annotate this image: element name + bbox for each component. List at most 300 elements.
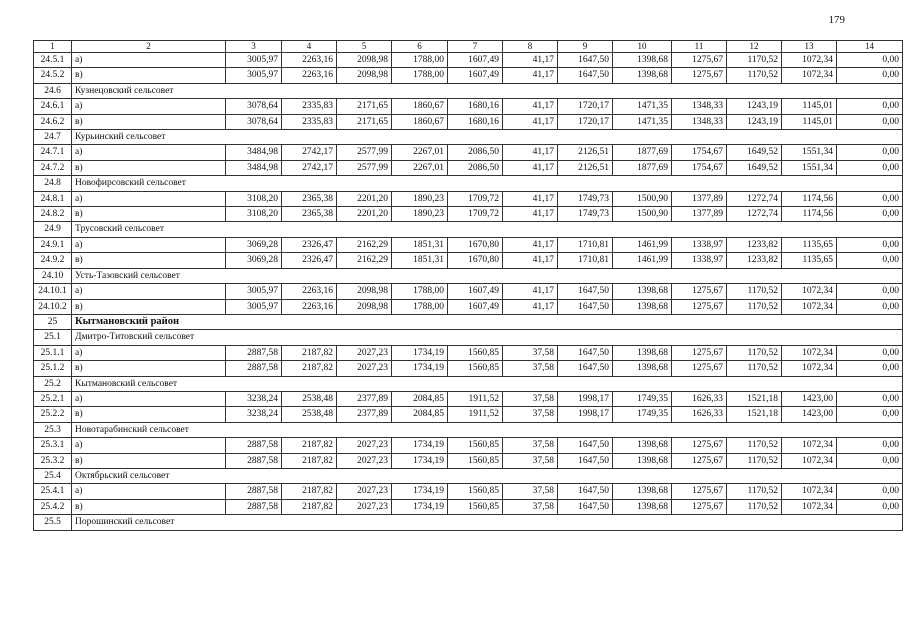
value-cell: 2538,48 xyxy=(282,391,337,406)
value-cell: 1607,49 xyxy=(448,284,503,299)
value-cell: 1734,19 xyxy=(392,499,448,514)
row-code: 25.2.2 xyxy=(34,407,72,422)
value-cell: 2326,47 xyxy=(282,237,337,252)
value-cell: 2377,89 xyxy=(337,391,392,406)
value-cell: 1072,34 xyxy=(782,68,837,83)
row-code: 24.7 xyxy=(34,130,72,145)
value-cell: 1174,56 xyxy=(782,191,837,206)
value-cell: 1788,00 xyxy=(392,53,448,68)
value-cell: 41,17 xyxy=(503,53,558,68)
value-cell: 2377,89 xyxy=(337,407,392,422)
value-cell: 2365,38 xyxy=(282,207,337,222)
section-name: Кузнецовский сельсовет xyxy=(72,83,903,98)
row-letter: в) xyxy=(72,299,226,314)
value-cell: 1734,19 xyxy=(392,345,448,360)
value-cell: 0,00 xyxy=(837,345,903,360)
value-cell: 1670,80 xyxy=(448,253,503,268)
value-cell: 1788,00 xyxy=(392,68,448,83)
value-cell: 2086,50 xyxy=(448,145,503,160)
value-cell: 1272,74 xyxy=(727,191,782,206)
row-letter: в) xyxy=(72,160,226,175)
table-row xyxy=(34,99,903,114)
value-cell: 3005,97 xyxy=(226,299,282,314)
value-cell: 2201,20 xyxy=(337,207,392,222)
value-cell: 1135,65 xyxy=(782,237,837,252)
value-cell: 1890,23 xyxy=(392,191,448,206)
value-cell: 1275,67 xyxy=(672,345,727,360)
value-cell: 1072,34 xyxy=(782,345,837,360)
table-row xyxy=(34,391,903,406)
value-cell: 2887,58 xyxy=(226,345,282,360)
value-cell: 2098,98 xyxy=(337,299,392,314)
page-number: 179 xyxy=(828,14,845,26)
column-header: 8 xyxy=(503,41,558,53)
value-cell: 1680,16 xyxy=(448,99,503,114)
value-cell: 2126,51 xyxy=(558,145,613,160)
section-name: Трусовский сельсовет xyxy=(72,222,903,237)
column-header: 12 xyxy=(727,41,782,53)
value-cell: 1607,49 xyxy=(448,68,503,83)
value-cell: 2187,82 xyxy=(282,438,337,453)
value-cell: 1072,34 xyxy=(782,438,837,453)
value-cell: 2538,48 xyxy=(282,407,337,422)
value-cell: 1647,50 xyxy=(558,284,613,299)
row-code: 24.6.2 xyxy=(34,114,72,129)
value-cell: 1647,50 xyxy=(558,361,613,376)
row-code: 25.3.2 xyxy=(34,453,72,468)
value-cell: 1754,67 xyxy=(672,160,727,175)
value-cell: 1471,35 xyxy=(613,114,672,129)
value-cell: 1423,00 xyxy=(782,407,837,422)
value-cell: 0,00 xyxy=(837,237,903,252)
value-cell: 37,58 xyxy=(503,407,558,422)
value-cell: 1720,17 xyxy=(558,114,613,129)
value-cell: 1710,81 xyxy=(558,237,613,252)
value-cell: 1649,52 xyxy=(727,145,782,160)
value-cell: 1170,52 xyxy=(727,438,782,453)
value-cell: 0,00 xyxy=(837,191,903,206)
value-cell: 3108,20 xyxy=(226,207,282,222)
row-code: 24.6 xyxy=(34,83,72,98)
section-name: Дмитро-Титовский сельсовет xyxy=(72,330,903,345)
value-cell: 41,17 xyxy=(503,145,558,160)
table-row xyxy=(34,237,903,252)
table-row xyxy=(34,284,903,299)
value-cell: 1072,34 xyxy=(782,453,837,468)
row-letter: а) xyxy=(72,345,226,360)
value-cell: 2084,85 xyxy=(392,407,448,422)
section-name: Курьинский сельсовет xyxy=(72,130,903,145)
row-code: 25.1 xyxy=(34,330,72,345)
value-cell: 1560,85 xyxy=(448,438,503,453)
table-row xyxy=(34,484,903,499)
value-cell: 3484,98 xyxy=(226,145,282,160)
row-code: 24.5.2 xyxy=(34,68,72,83)
row-code: 25.4.1 xyxy=(34,484,72,499)
value-cell: 1170,52 xyxy=(727,361,782,376)
value-cell: 1749,73 xyxy=(558,191,613,206)
row-code: 24.8 xyxy=(34,176,72,191)
value-cell: 1551,34 xyxy=(782,160,837,175)
value-cell: 0,00 xyxy=(837,438,903,453)
value-cell: 3005,97 xyxy=(226,284,282,299)
district-row xyxy=(34,314,903,329)
value-cell: 3484,98 xyxy=(226,160,282,175)
value-cell: 1275,67 xyxy=(672,53,727,68)
value-cell: 1647,50 xyxy=(558,68,613,83)
value-cell: 1170,52 xyxy=(727,53,782,68)
value-cell: 1233,82 xyxy=(727,237,782,252)
value-cell: 1998,17 xyxy=(558,391,613,406)
value-cell: 2887,58 xyxy=(226,484,282,499)
section-row xyxy=(34,468,903,483)
value-cell: 1709,72 xyxy=(448,191,503,206)
value-cell: 2162,29 xyxy=(337,253,392,268)
value-cell: 2887,58 xyxy=(226,453,282,468)
value-cell: 2267,01 xyxy=(392,160,448,175)
value-cell: 1145,01 xyxy=(782,99,837,114)
row-code: 25.3.1 xyxy=(34,438,72,453)
value-cell: 1647,50 xyxy=(558,438,613,453)
table-row xyxy=(34,160,903,175)
column-header: 13 xyxy=(782,41,837,53)
section-name: Кытмановский сельсовет xyxy=(72,376,903,391)
value-cell: 2162,29 xyxy=(337,237,392,252)
table-row xyxy=(34,191,903,206)
value-cell: 1275,67 xyxy=(672,499,727,514)
section-name: Порошинский сельсовет xyxy=(72,515,903,530)
value-cell: 41,17 xyxy=(503,207,558,222)
value-cell: 2086,50 xyxy=(448,160,503,175)
section-name: Новотарабинский сельсовет xyxy=(72,422,903,437)
value-cell: 0,00 xyxy=(837,484,903,499)
value-cell: 1607,49 xyxy=(448,299,503,314)
value-cell: 1398,68 xyxy=(613,484,672,499)
section-row xyxy=(34,83,903,98)
value-cell: 41,17 xyxy=(503,284,558,299)
value-cell: 2027,23 xyxy=(337,361,392,376)
row-code: 24.10.1 xyxy=(34,284,72,299)
section-name: Усть-Тазовский сельсовет xyxy=(72,268,903,283)
section-row xyxy=(34,176,903,191)
value-cell: 37,58 xyxy=(503,391,558,406)
value-cell: 2335,83 xyxy=(282,114,337,129)
value-cell: 1749,73 xyxy=(558,207,613,222)
row-code: 24.8.1 xyxy=(34,191,72,206)
value-cell: 2027,23 xyxy=(337,499,392,514)
value-cell: 1170,52 xyxy=(727,484,782,499)
value-cell: 1170,52 xyxy=(727,453,782,468)
value-cell: 0,00 xyxy=(837,207,903,222)
value-cell: 1275,67 xyxy=(672,299,727,314)
table-row xyxy=(34,299,903,314)
section-name: Октябрьский сельсовет xyxy=(72,468,903,483)
row-letter: в) xyxy=(72,499,226,514)
row-code: 24.5.1 xyxy=(34,53,72,68)
value-cell: 2171,65 xyxy=(337,114,392,129)
section-row xyxy=(34,330,903,345)
value-cell: 3069,28 xyxy=(226,253,282,268)
value-cell: 1521,18 xyxy=(727,391,782,406)
value-cell: 1398,68 xyxy=(613,299,672,314)
value-cell: 1072,34 xyxy=(782,361,837,376)
value-cell: 1170,52 xyxy=(727,299,782,314)
value-cell: 2027,23 xyxy=(337,453,392,468)
value-cell: 2098,98 xyxy=(337,284,392,299)
value-cell: 2201,20 xyxy=(337,191,392,206)
value-cell: 3069,28 xyxy=(226,237,282,252)
row-code: 25.3 xyxy=(34,422,72,437)
value-cell: 2098,98 xyxy=(337,68,392,83)
value-cell: 1072,34 xyxy=(782,299,837,314)
row-code: 24.9 xyxy=(34,222,72,237)
section-name: Новофирсовский сельсовет xyxy=(72,176,903,191)
value-cell: 41,17 xyxy=(503,253,558,268)
row-code: 25.5 xyxy=(34,515,72,530)
value-cell: 41,17 xyxy=(503,68,558,83)
value-cell: 1560,85 xyxy=(448,345,503,360)
value-cell: 1860,67 xyxy=(392,114,448,129)
value-cell: 41,17 xyxy=(503,160,558,175)
value-cell: 0,00 xyxy=(837,68,903,83)
value-cell: 0,00 xyxy=(837,160,903,175)
value-cell: 1072,34 xyxy=(782,53,837,68)
value-cell: 1170,52 xyxy=(727,499,782,514)
value-cell: 3005,97 xyxy=(226,53,282,68)
column-header: 10 xyxy=(613,41,672,53)
value-cell: 2326,47 xyxy=(282,253,337,268)
value-cell: 1398,68 xyxy=(613,438,672,453)
value-cell: 1275,67 xyxy=(672,361,727,376)
value-cell: 2577,99 xyxy=(337,160,392,175)
value-cell: 1500,90 xyxy=(613,207,672,222)
column-header: 1 xyxy=(34,41,72,53)
row-letter: в) xyxy=(72,114,226,129)
value-cell: 1072,34 xyxy=(782,284,837,299)
value-cell: 1709,72 xyxy=(448,207,503,222)
row-letter: в) xyxy=(72,361,226,376)
value-cell: 1275,67 xyxy=(672,68,727,83)
value-cell: 2187,82 xyxy=(282,361,337,376)
column-header: 11 xyxy=(672,41,727,53)
value-cell: 1734,19 xyxy=(392,438,448,453)
value-cell: 2263,16 xyxy=(282,53,337,68)
value-cell: 3238,24 xyxy=(226,407,282,422)
value-cell: 1072,34 xyxy=(782,499,837,514)
value-cell: 2027,23 xyxy=(337,345,392,360)
district-name: Кытмановский район xyxy=(72,314,903,329)
value-cell: 2187,82 xyxy=(282,499,337,514)
value-cell: 1734,19 xyxy=(392,484,448,499)
row-letter: а) xyxy=(72,145,226,160)
value-cell: 1560,85 xyxy=(448,453,503,468)
value-cell: 1647,50 xyxy=(558,345,613,360)
row-code: 25.2 xyxy=(34,376,72,391)
value-cell: 2263,16 xyxy=(282,284,337,299)
section-row xyxy=(34,130,903,145)
value-cell: 41,17 xyxy=(503,299,558,314)
table-row xyxy=(34,438,903,453)
row-letter: а) xyxy=(72,191,226,206)
value-cell: 1998,17 xyxy=(558,407,613,422)
value-cell: 0,00 xyxy=(837,407,903,422)
value-cell: 1145,01 xyxy=(782,114,837,129)
value-cell: 0,00 xyxy=(837,499,903,514)
value-cell: 2887,58 xyxy=(226,499,282,514)
value-cell: 1398,68 xyxy=(613,453,672,468)
value-cell: 1626,33 xyxy=(672,407,727,422)
table-row xyxy=(34,499,903,514)
row-letter: а) xyxy=(72,284,226,299)
value-cell: 2027,23 xyxy=(337,438,392,453)
value-cell: 1521,18 xyxy=(727,407,782,422)
value-cell: 1398,68 xyxy=(613,499,672,514)
value-cell: 1461,99 xyxy=(613,253,672,268)
value-cell: 1551,34 xyxy=(782,145,837,160)
value-cell: 0,00 xyxy=(837,284,903,299)
column-header: 9 xyxy=(558,41,613,53)
row-letter: а) xyxy=(72,99,226,114)
table-row xyxy=(34,145,903,160)
value-cell: 1233,82 xyxy=(727,253,782,268)
value-cell: 1348,33 xyxy=(672,99,727,114)
row-letter: а) xyxy=(72,484,226,499)
value-cell: 1398,68 xyxy=(613,284,672,299)
value-cell: 2887,58 xyxy=(226,361,282,376)
value-cell: 0,00 xyxy=(837,453,903,468)
value-cell: 1398,68 xyxy=(613,68,672,83)
table-row xyxy=(34,361,903,376)
value-cell: 1275,67 xyxy=(672,484,727,499)
value-cell: 1877,69 xyxy=(613,160,672,175)
table-row xyxy=(34,253,903,268)
value-cell: 1749,35 xyxy=(613,391,672,406)
tariff-table xyxy=(33,40,903,531)
row-letter: а) xyxy=(72,438,226,453)
row-code: 24.7.2 xyxy=(34,160,72,175)
section-row xyxy=(34,515,903,530)
value-cell: 1461,99 xyxy=(613,237,672,252)
value-cell: 1560,85 xyxy=(448,499,503,514)
row-code: 24.7.1 xyxy=(34,145,72,160)
value-cell: 2267,01 xyxy=(392,145,448,160)
value-cell: 1710,81 xyxy=(558,253,613,268)
row-code: 24.6.1 xyxy=(34,99,72,114)
value-cell: 3108,20 xyxy=(226,191,282,206)
value-cell: 1398,68 xyxy=(613,361,672,376)
row-code: 24.10 xyxy=(34,268,72,283)
table-row xyxy=(34,453,903,468)
row-letter: а) xyxy=(72,391,226,406)
row-letter: а) xyxy=(72,237,226,252)
value-cell: 1398,68 xyxy=(613,345,672,360)
value-cell: 1471,35 xyxy=(613,99,672,114)
value-cell: 37,58 xyxy=(503,453,558,468)
value-cell: 3005,97 xyxy=(226,68,282,83)
value-cell: 1749,35 xyxy=(613,407,672,422)
section-row xyxy=(34,268,903,283)
value-cell: 1170,52 xyxy=(727,68,782,83)
value-cell: 41,17 xyxy=(503,99,558,114)
value-cell: 1338,97 xyxy=(672,253,727,268)
value-cell: 1398,68 xyxy=(613,53,672,68)
value-cell: 1647,50 xyxy=(558,484,613,499)
value-cell: 0,00 xyxy=(837,361,903,376)
value-cell: 0,00 xyxy=(837,99,903,114)
column-header: 7 xyxy=(448,41,503,53)
section-row xyxy=(34,376,903,391)
value-cell: 2027,23 xyxy=(337,484,392,499)
value-cell: 1607,49 xyxy=(448,53,503,68)
value-cell: 41,17 xyxy=(503,114,558,129)
value-cell: 41,17 xyxy=(503,237,558,252)
value-cell: 1560,85 xyxy=(448,484,503,499)
value-cell: 1170,52 xyxy=(727,284,782,299)
value-cell: 1647,50 xyxy=(558,299,613,314)
value-cell: 0,00 xyxy=(837,253,903,268)
value-cell: 37,58 xyxy=(503,345,558,360)
value-cell: 2084,85 xyxy=(392,391,448,406)
section-row xyxy=(34,222,903,237)
value-cell: 1275,67 xyxy=(672,284,727,299)
value-cell: 1851,31 xyxy=(392,237,448,252)
table-row xyxy=(34,114,903,129)
value-cell: 1272,74 xyxy=(727,207,782,222)
value-cell: 1275,67 xyxy=(672,438,727,453)
value-cell: 1788,00 xyxy=(392,284,448,299)
value-cell: 1377,89 xyxy=(672,191,727,206)
value-cell: 0,00 xyxy=(837,299,903,314)
value-cell: 1560,85 xyxy=(448,361,503,376)
column-header: 6 xyxy=(392,41,448,53)
value-cell: 0,00 xyxy=(837,53,903,68)
row-code: 25.4 xyxy=(34,468,72,483)
value-cell: 1890,23 xyxy=(392,207,448,222)
value-cell: 1626,33 xyxy=(672,391,727,406)
column-header: 2 xyxy=(72,41,226,53)
value-cell: 37,58 xyxy=(503,438,558,453)
column-header: 3 xyxy=(226,41,282,53)
value-cell: 1174,56 xyxy=(782,207,837,222)
value-cell: 2126,51 xyxy=(558,160,613,175)
table-row xyxy=(34,345,903,360)
value-cell: 1072,34 xyxy=(782,484,837,499)
value-cell: 3078,64 xyxy=(226,114,282,129)
row-code: 25 xyxy=(34,314,72,329)
value-cell: 1720,17 xyxy=(558,99,613,114)
table-row xyxy=(34,407,903,422)
row-letter: в) xyxy=(72,407,226,422)
value-cell: 1670,80 xyxy=(448,237,503,252)
value-cell: 1911,52 xyxy=(448,407,503,422)
value-cell: 1348,33 xyxy=(672,114,727,129)
row-code: 24.9.1 xyxy=(34,237,72,252)
value-cell: 2263,16 xyxy=(282,299,337,314)
value-cell: 0,00 xyxy=(837,114,903,129)
table-body xyxy=(34,53,903,531)
row-letter: в) xyxy=(72,207,226,222)
section-row xyxy=(34,422,903,437)
value-cell: 1135,65 xyxy=(782,253,837,268)
table-row xyxy=(34,68,903,83)
value-cell: 3238,24 xyxy=(226,391,282,406)
value-cell: 3078,64 xyxy=(226,99,282,114)
value-cell: 2098,98 xyxy=(337,53,392,68)
value-cell: 1851,31 xyxy=(392,253,448,268)
value-cell: 1423,00 xyxy=(782,391,837,406)
value-cell: 37,58 xyxy=(503,499,558,514)
value-cell: 1647,50 xyxy=(558,53,613,68)
